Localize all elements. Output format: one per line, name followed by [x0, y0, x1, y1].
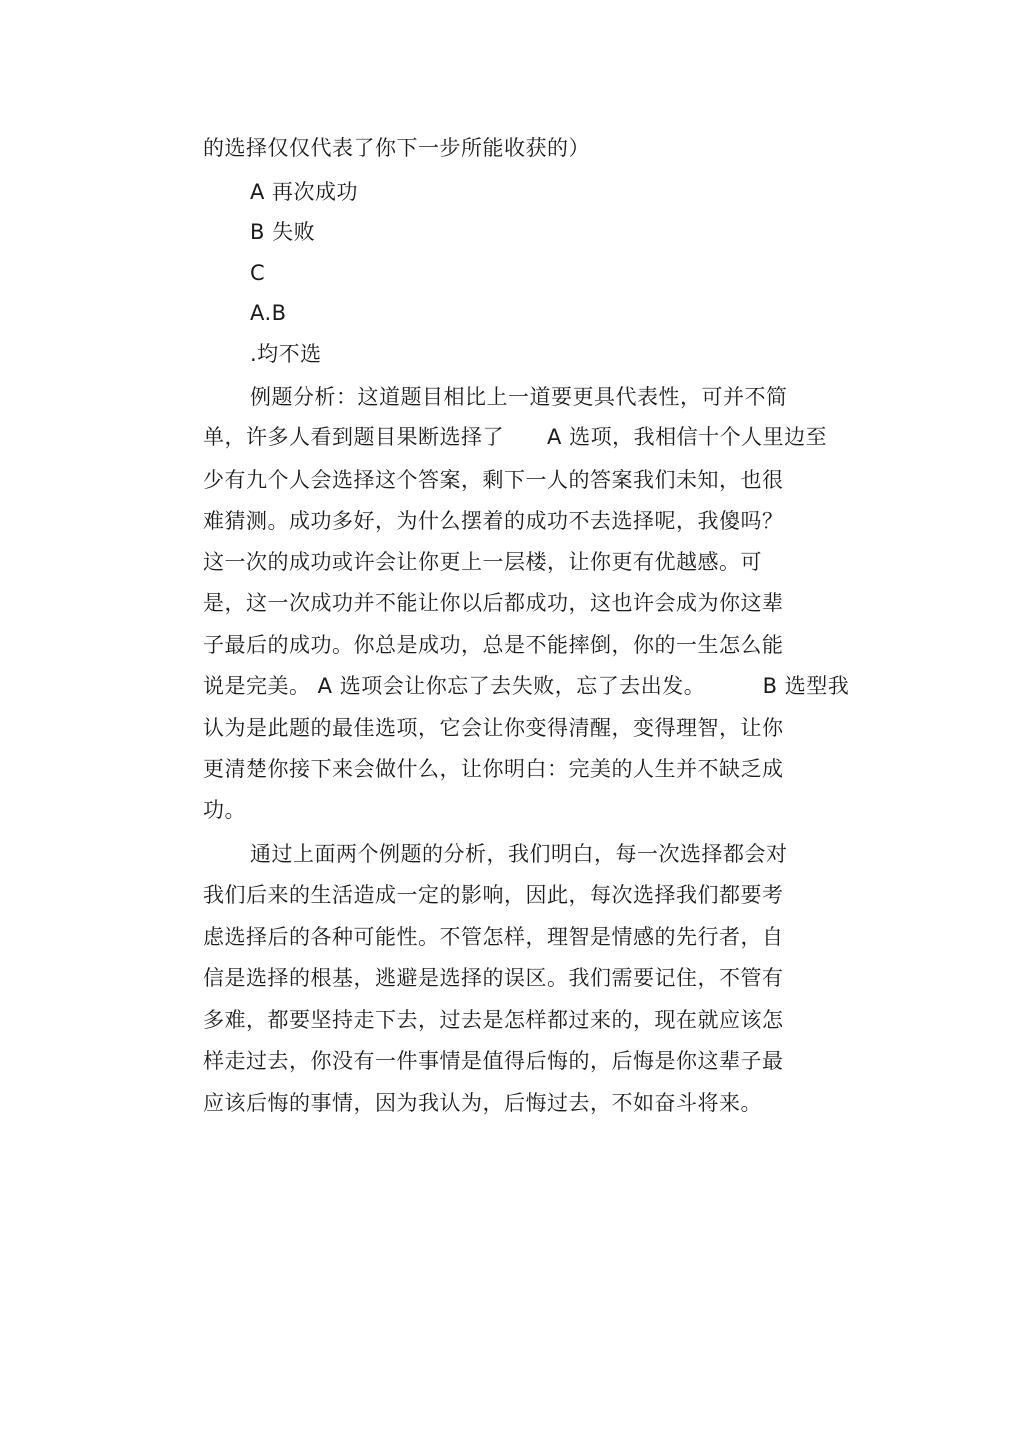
text-line: 信是选择的根基，逃避是选择的误区。我们需要记住，不管有: [203, 966, 784, 990]
text-line: 样走过去，你没有一件事情是值得后悔的，后悔是你这辈子最: [203, 1049, 784, 1073]
text-line: 说是完美。 A 选项会让你忘了去失败，忘了去出发。 B 选型我: [203, 674, 850, 698]
text-line: 虑选择后的各种可能性。不管怎样，理智是情感的先行者，自: [203, 925, 784, 949]
option-a: A 再次成功: [250, 180, 359, 204]
text-line: 难猜测。成功多好，为什么摆着的成功不去选择呢，我傻吗？: [203, 509, 784, 533]
text-line: 应该后悔的事情，因为我认为，后悔过去，不如奋斗将来。: [203, 1091, 762, 1115]
option-b: B 失败: [250, 220, 316, 244]
text-line: 例题分析：这道题目相比上一道要更具代表性，可并不简: [250, 385, 788, 409]
text-line: 更清楚你接下来会做什么，让你明白：完美的人生并不缺乏成: [203, 757, 784, 781]
option-c: C: [250, 261, 266, 285]
text-line: 子最后的成功。你总是成功，总是不能摔倒，你的一生怎么能: [203, 633, 784, 657]
text-line: 少有九个人会选择这个答案，剩下一人的答案我们未知，也很: [203, 468, 784, 492]
option-ab: A.B: [250, 301, 287, 325]
text-line: 我们后来的生活造成一定的影响，因此，每次选择我们都要考: [203, 883, 784, 907]
text-line: 认为是此题的最佳选项，它会让你变得清醒，变得理智，让你: [203, 716, 784, 740]
text-line: 多难，都要坚持走下去，过去是怎样都过来的，现在就应该怎: [203, 1008, 784, 1032]
option-none: .均不选: [250, 342, 322, 366]
text-line: 功。: [203, 798, 246, 822]
text-line: 这一次的成功或许会让你更上一层楼，让你更有优越感。可: [203, 550, 762, 574]
text-line: 通过上面两个例题的分析，我们明白，每一次选择都会对: [250, 842, 788, 866]
text-line: 单，许多人看到题目果断选择了 A 选项，我相信十个人里边至: [203, 425, 828, 449]
text-line: 的选择仅仅代表了你下一步所能收获的）: [203, 136, 590, 160]
text-line: 是，这一次成功并不能让你以后都成功，这也许会成为你这辈: [203, 591, 784, 615]
